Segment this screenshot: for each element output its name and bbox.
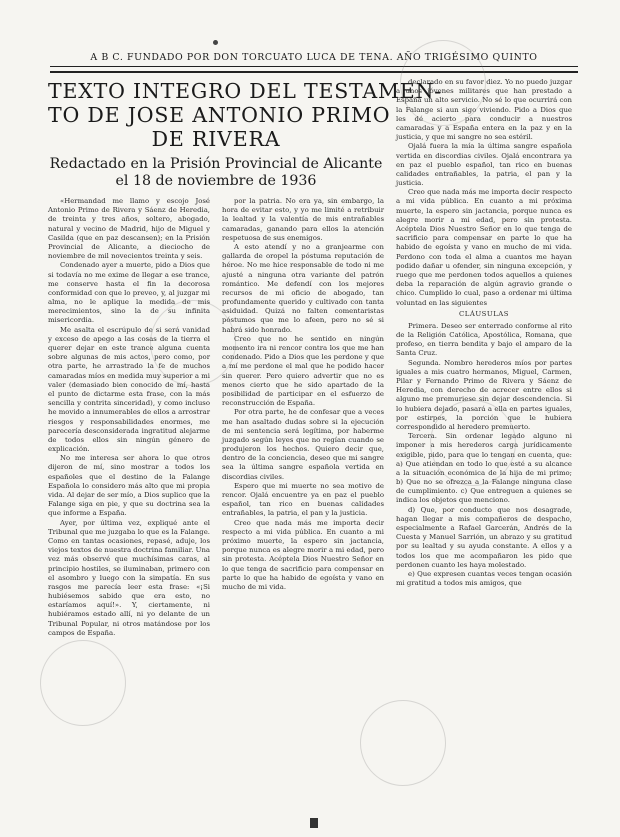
paragraph: Me asalta el escrúpulo de si será vanidad y exceso de apego a las cosas de la tierra el querer dejar en este trance alguna cuenta sobre algunas de mis actos, pero como, por otra parte, he arrastrado la fe de muchos camaradas míos en medida muy superior a mi valer (demasiado bien conocido de mí, hasta el punto de dictarme esta frase, con la más sencilla y contrita sinceridad), y como incluso he movido a innumerables de ellos a arrostrar riesgos y responsabilidades enormes, me parecería desconsiderada ingratitud alejarme de todos ellos sin ningún género de explicación. <box>48 325 210 454</box>
article-columns <box>48 197 384 797</box>
article-subtitle <box>48 156 384 190</box>
paragraph: declarado en su favor diez. Yo no puedo juzgar a unos jóvenes militares que han prestado a España un alto servicio. No sé lo que ocurrirá con la Falange si aun sigo viviendo. Pido a Dios que les dé acierto para conducir a nuestros camaradas y a España entera en la paz y en la justicia, y que mi sangre no sea estéril. <box>396 78 572 142</box>
paragraph: Espero que mi muerte no sea motivo de rencor. Ojalá encuentre ya en paz el pueblo español, tan rico en buenas calidades entrañables, la patria, el pan y la justicia. <box>222 481 384 518</box>
paragraph: Creo que no he sentido en ningún momento ira ni rencor contra los que me han condenado. Pido a Dios que les perdone y que a mí me perdone el mal que he podido hacer sin querer. Pero quiero advertir que no es menos cierto que he sido apartado de la posibilidad de participar en el esfuerzo de reconstrucción de España. <box>222 334 384 408</box>
masthead-rule-top <box>50 66 578 67</box>
article-subtitle-line-1: Redactado en la Prisión Provincial de Alicante <box>49 156 383 172</box>
paragraph: Por otra parte, he de confesar que a veces me han asaltado dudas sobre si la ejecución de mi sentencia será legítima, por haberme juzgado según leyes que no regían cuando se produjeron los hechos. Quiero decir que, dentro de la conciencia, deseo que mi sangre sea la última sangre española vertida en discordias civiles. <box>222 408 384 481</box>
article-column-3 <box>396 78 572 836</box>
article-title-line-1: TEXTO INTEGRO DEL TESTAMEN- <box>48 79 443 103</box>
paragraph: Creo que nada más me importa decir respecto a mi vida pública. En cuanto a mi próxima muerte, la espero sin jactancia, porque nunca es alegre morir a mi edad, pero sin protesta. Acéptela Dios Nuestro Señor en lo que tenga de sacrificio para compensar en parte lo que ha habido de egoísta y vano en mucho de mi vida. Perdono con toda el alma a cuantos me hayan podido dañar u ofender, sin ninguna excepción, y ruego que me perdonen todos aquellos a quienes deba la reparación de algún agravio grande o chico. Cumplido lo cual, paso a ordenar mi última voluntad en las siguientes <box>396 188 572 307</box>
paragraph: Ojalá fuera la mía la última sangre española vertida en discordias civiles. Ojalá encontrara ya en paz el pueblo español, tan rico en buenas calidades entrañables, la patria, el pan y la justicia. <box>396 142 572 188</box>
paragraph: «Hermandad me llamo y escojo José Antonio Primo de Rivera y Sáenz de Heredia, de treinta y tres años, soltero, abogado, natural y vecino de Madrid, hijo de Miguel y Casilda (que en paz descansen); en la Prisión Provincial de Alicante, a dieciocho de noviembre de mil novecientos treinta y seis. <box>48 197 210 261</box>
paragraph: e) Que expresen cuantas veces tengan ocasión mi gratitud a todos mis amigos, que <box>396 569 572 588</box>
paragraph: No me interesa ser ahora lo que otros dijeron de mí, sino mostrar a todos los españoles que el destino de la Falange Española lo considero más alto que mi propia vida. Al dejar de ser mío, a Dios suplico que la Falange siga en pie, y que su doctrina sea la que informe a España. <box>48 454 210 518</box>
paragraph: Segunda. Nombro herederos míos por partes iguales a mis cuatro hermanos, Miguel, Carmen, Pilar y Fernando Primo de Rivera y Sáenz de Heredia, con derecho de acrecer entre ellos si alguno me premuriese sin dejar descendencia. Si lo hubiera dejado, pasará a ella en partes iguales, por estirpes, la porción que le hubiera correspondido al heredero premuerto. <box>396 358 572 431</box>
page-footer-mark <box>310 818 318 828</box>
paragraph: d) Que, por conducto que nos desagrade, hagan llegar a mis compañeros de despacho, especialmente a Rafael Garcerán, Andrés de la Cuesta y Manuel Sarrión, un abrazo y su gratitud por su lealtad y su ayuda constante. A ellos y a todos los que me acompañaron les pido que perdonen cuanto les haya molestado. <box>396 505 572 569</box>
article-main <box>48 78 443 836</box>
masthead-rule-bottom <box>50 71 578 73</box>
clauses-heading: CLÁUSULAS <box>459 309 509 318</box>
article-title-line-3: DE RIVERA <box>151 127 281 151</box>
paragraph: Condenado ayer a muerte, pido a Dios que si todavía no me exime de llegar a ese trance, me conserve hasta el fin la decorosa conformidad con que lo preveo, y, al juzgar mi alma, no le aplique la medida de mis merecimientos, sino la de su infinita misericordia. <box>48 261 210 325</box>
masthead: A B C. FUNDADO POR DON TORCUATO LUCA DE TENA. AÑO TRIGÉSIMO QUINTO <box>90 52 538 63</box>
article-title-line-2: TO DE JOSE ANTONIO PRIMO <box>48 103 391 127</box>
paragraph: Tercera. Sin ordenar legado alguno ni imponer a mis herederos carga jurídicamente exigible, pido, para que lo tengan en cuenta, que: a) Que atiendan en todo lo que esté a su alcance a la situación económica de la hija de mi primo; b) Que no se ofrezca a la Falange ninguna clase de cumplimiento. c) Que entreguen a quienes se indica los objetos que menciono. <box>396 432 572 505</box>
paragraph: Primera. Deseo ser enterrado conforme al rito de la Religión Católica, Apostólica, Romana, que profeso, en tierra bendita y bajo el amparo de la Santa Cruz. <box>396 321 572 358</box>
punch-hole-mark <box>213 40 218 45</box>
paragraph: Ayer, por última vez, expliqué ante el Tribunal que me juzgaba lo que es la Falange. Como en tantas ocasiones, repasé, aduje, los viejos textos de nuestra doctrina familiar. Una vez más observé que muchísimas caras, al principio hostiles, se iluminaban, primero con el asombro y luego con la simpatía. En sus rasgos me parecía leer esta frase: «¡Si hubiésemos sabido que era esto, no estaríamos aquí!». Y, ciertamente, ni hubiéramos estado allí, ni yo delante de un Tribunal Popular, ni otros matándose por los campos de España. <box>48 518 210 637</box>
paragraph: A esto atendí y no a granjearme con gallarda de oropel la póstuma reputación de héroe. No me hice responsable de todo ni me ajusté a ninguna otra variante del patrón romántico. Me defendí con los mejores recursos de mi oficio de abogado, tan profundamente querido y cultivado con tanta asiduidad. Quizá no falten comentaristas póstumos que me lo afeen, pero no sé si habrá sido honrado. <box>222 242 384 334</box>
article-subtitle-line-2: el 18 de noviembre de 1936 <box>115 173 317 189</box>
article-column-1 <box>48 197 210 797</box>
article-column-2 <box>222 197 384 797</box>
paragraph: por la patria. No era ya, sin embargo, la hora de evitar esto, y yo me limité a retribuir la lealtad y la valentía de mis entrañables camaradas, ganando para ellos la atención respetuosa de sus enemigos. <box>222 197 384 242</box>
paragraph: Creo que nada más me importa decir respecto a mi vida pública. En cuanto a mi próximo muerte, la espero sin jactancia, porque nunca es alegre morir a mi edad, pero sin protesta. Acéptela Dios Nuestro Señor en lo que tenga de sacrificio para compensar en parte lo que ha habido de egoísta y vano en mucho de mi vida. <box>222 518 384 591</box>
